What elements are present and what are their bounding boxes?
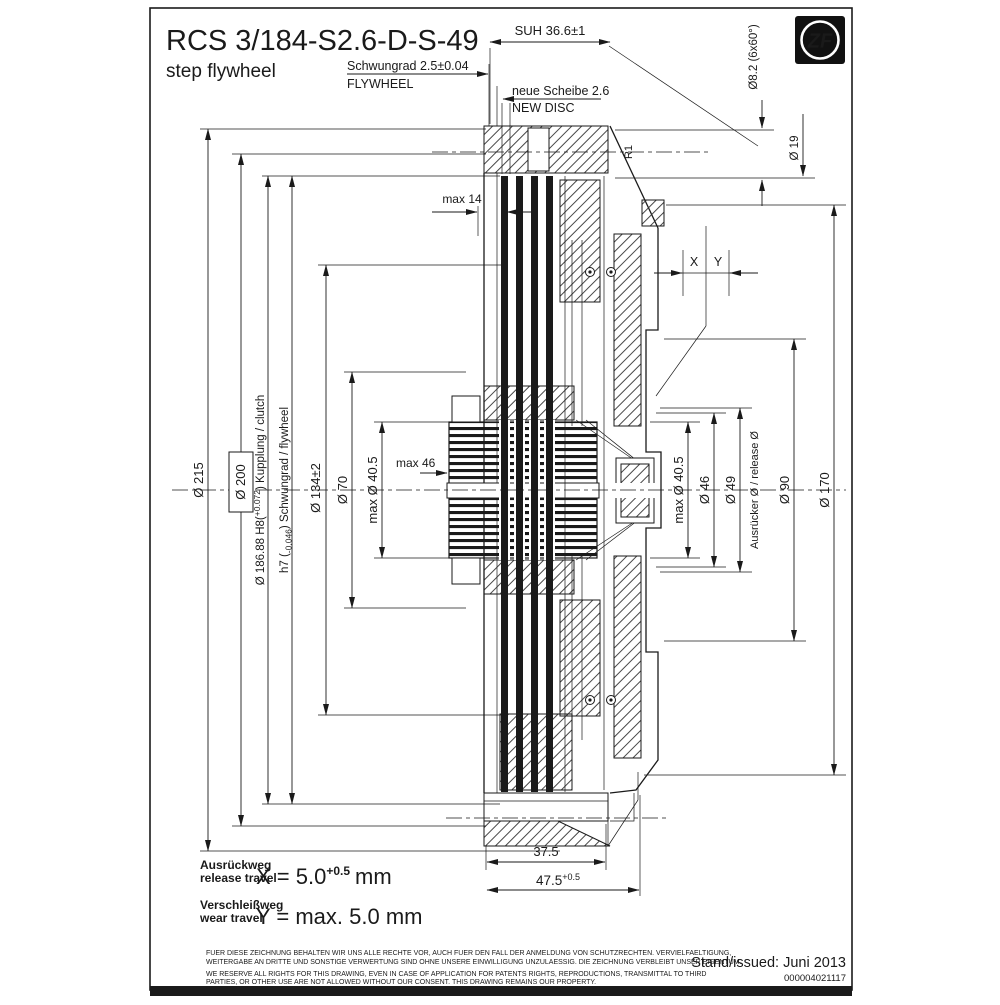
new-disc-de: neue Scheibe 2.6 (512, 84, 610, 98)
dim-d40-right: max Ø 40.5 (671, 456, 686, 524)
disclaimer-en-line1: WE RESERVE ALL RIGHTS FOR THIS DRAWING, EVEN IN CASE OF APPLICATION FOR PATENTS RIGHTS, REPRODUCTIONS, TRANSMITTAL TO THIRD (206, 971, 707, 978)
bolt-hole-slot (528, 128, 549, 171)
wear-travel-en: wear travel (200, 911, 263, 925)
width-47-5-label: $47.5^{+0.5}$ (535, 872, 581, 888)
disclaimer-en-line2: PARTIES, OR OTHER USE ARE NOT ALLOWED WITHOUT OUR CONSENT. THIS DRAWING REMAINS OUR PROPERTY. (206, 979, 597, 986)
dim-d40-left: max Ø 40.5 (365, 456, 380, 524)
intermediate-plate-bottom (484, 560, 574, 594)
dim-d134: Ø 134±2 (308, 463, 323, 513)
disclaimer-de-line1: FUER DIESE ZEICHNUNG BEHALTEN WIR UNS ALLE RECHTE VOR, AUCH FUER DEN FALL DER ANMELDUNG VON SCHUTZRECHTEN. VERVIELFAELTIGUNG, (206, 950, 732, 957)
max-14-label: max 14 (442, 192, 482, 206)
release-travel-en: release travel (200, 871, 277, 885)
dim-d215: Ø 215 (191, 462, 206, 498)
hub-flange-bottom (452, 558, 480, 584)
flywheel-thickness-en: FLYWHEEL (347, 77, 414, 91)
flywheel-rim-bottom (484, 793, 608, 821)
dim-d49: Ø 49 (723, 475, 738, 505)
pressure-plate-top (560, 180, 600, 302)
issued-date: Stand/issued: Juni 2013 (691, 955, 846, 971)
release-bearing (612, 458, 658, 523)
dim-d70: Ø 70 (335, 475, 350, 505)
release-travel-de: Ausrückweg (200, 858, 272, 872)
release-travel-value: $X = 5.0^{+0.5}$ mm (256, 864, 392, 889)
zf-logo-text: ZF (807, 30, 833, 53)
max-46-label: max 46 (396, 456, 436, 470)
wear-travel-value: Y = max. 5.0 mm (256, 904, 423, 929)
hub-flange-top (452, 396, 480, 422)
disclaimer-de-line2: WEITERGABE AN DRITTE UND SONSTIGE VERWERTUNG SIND OHNE UNSERE EINWILLIGUNG UNZULAESSIG. DIE ZEICHNUNG VERBLEIBT UNSER EIGENTUM. (206, 959, 742, 966)
new-disc-en: NEW DISC (512, 101, 575, 115)
y-travel-mark: Y (713, 255, 723, 269)
zf-logo (795, 16, 845, 64)
suh-dimension-label: SUH 36.6±1 (514, 23, 586, 38)
page-title: RCS 3/184-S2.6-D-S-49 (166, 25, 479, 57)
dim-d19: Ø 19 (789, 135, 801, 161)
dim-d186: Ø 186.88 H8($^{+0.072}$) Kupplung / clutch (252, 394, 267, 586)
intermediate-plate-top (484, 386, 574, 420)
dim-h7: h7 $(_{-0.046})$ Schwungrad / flywheel (279, 406, 294, 574)
dim-d8-2: Ø8.2 (6x60°) (748, 24, 760, 90)
x-travel-mark: X (689, 255, 699, 269)
dim-d170: Ø 170 (817, 472, 832, 508)
dim-d46: Ø 46 (697, 475, 712, 505)
radius-r1-label: R1 (623, 144, 635, 160)
cover-flange (642, 200, 664, 226)
wear-travel-de: Verschleißweg (200, 898, 284, 912)
page-subtitle: step flywheel (166, 61, 276, 82)
flywheel-thickness-de: Schwungrad 2.5±0.04 (347, 59, 469, 73)
dim-d200: Ø 200 (233, 464, 248, 500)
document-number: 000004021117 (784, 973, 846, 984)
width-37-5-label: 37.5 (533, 844, 559, 859)
dim-d90: Ø 90 (777, 475, 792, 505)
frame-bottom-bar (150, 986, 852, 996)
release-diameter-label: Ausrücker Ø / release Ø (749, 431, 761, 549)
